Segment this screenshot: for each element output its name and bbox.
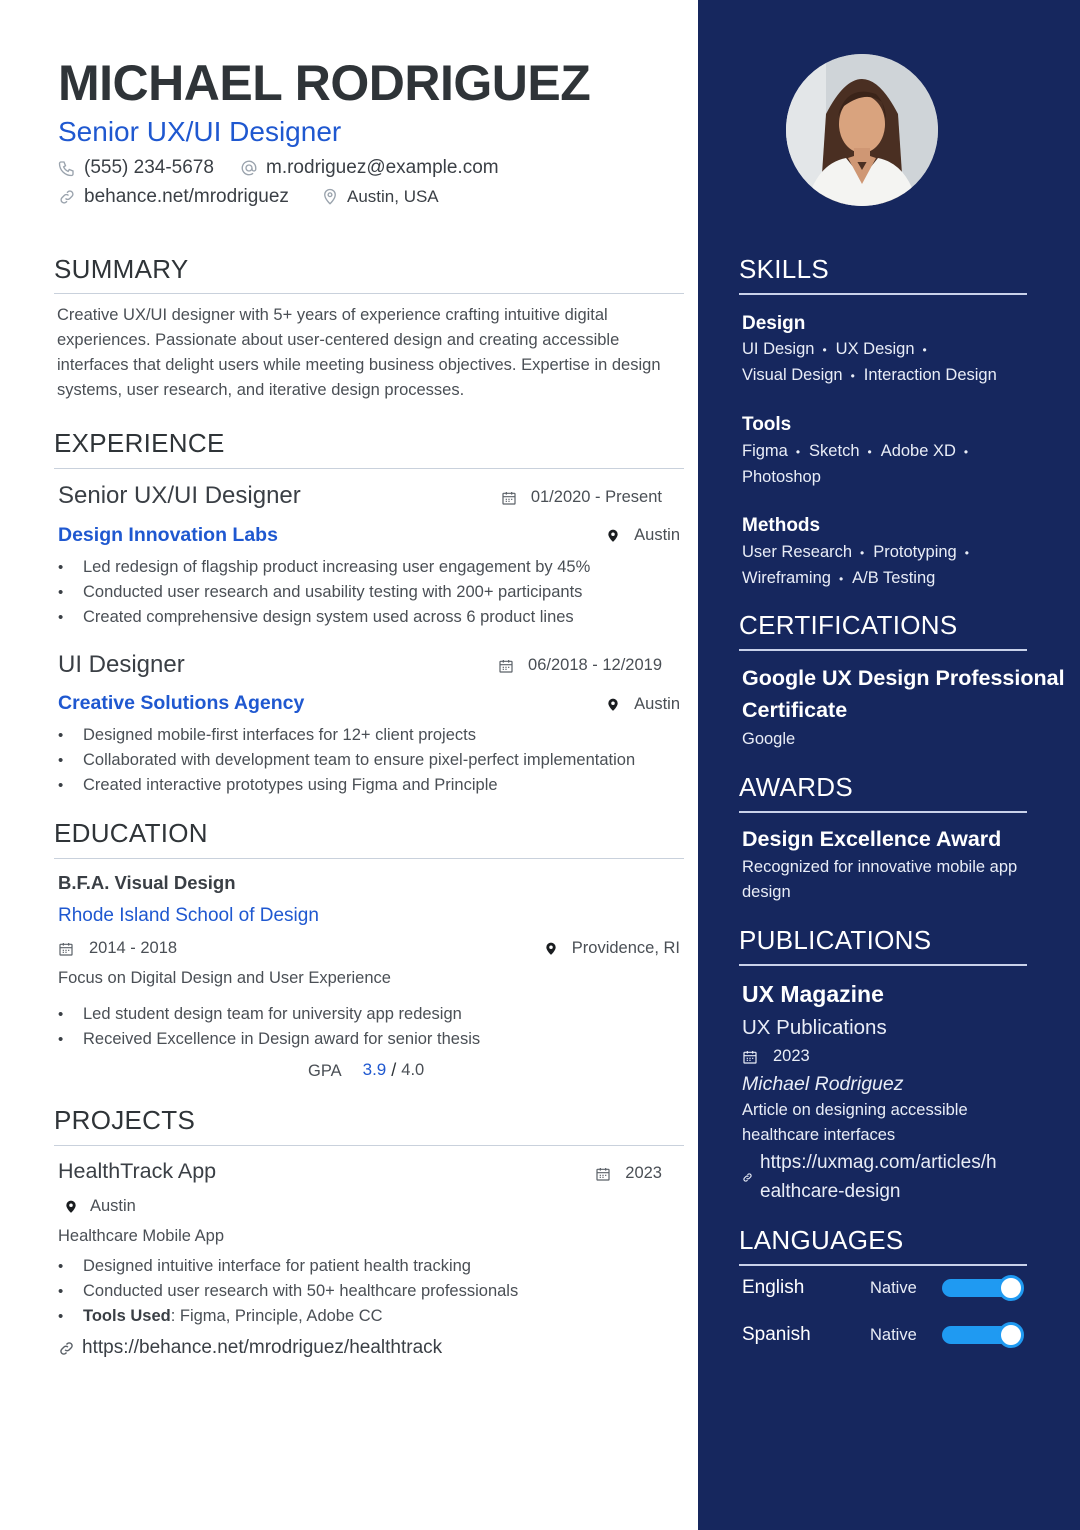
summary-divider [54,293,684,294]
phone-contact[interactable] [58,157,214,179]
project-date [595,1164,662,1183]
phone-icon [58,159,76,177]
company-name: Creative Solutions Agency [58,692,305,714]
experience-heading: EXPERIENCE [54,428,225,458]
list-item: • Received Excellence in Design award for senior thesis [58,1027,688,1052]
email-contact[interactable] [240,157,499,179]
publication-description-line2: healthcare interfaces [742,1126,896,1144]
experience-divider [54,468,684,469]
project-location-text: Austin [90,1197,136,1215]
skill-item: Figma [742,442,788,460]
publication-description [742,1098,968,1148]
phone-text: (555) 234-5678 [84,157,214,178]
location-pin-icon [606,528,620,544]
skill-group-design: Design [742,313,806,334]
gpa-separator: / [391,1060,397,1080]
skills-heading: SKILLS [739,254,829,284]
language-level: Native [870,1325,917,1344]
publications-divider [739,964,1027,966]
proficiency-knob [998,1275,1024,1301]
job-dates [501,488,662,507]
publication-author: Michael Rodriguez [742,1073,904,1095]
candidate-role: Senior UX/UI Designer [58,116,342,147]
projects-heading: PROJECTS [54,1105,196,1135]
publication-url[interactable] [760,1148,997,1206]
proficiency-knob [998,1322,1024,1348]
gpa-label: GPA [308,1062,342,1080]
language-row-spanish [742,1324,1027,1346]
skill-list: Figma • Sketch • Adobe XD • Photoshop [742,442,969,486]
calendar-icon [58,941,74,957]
skill-item: UI Design [742,340,815,358]
education-divider [54,858,684,859]
list-item [58,1304,688,1329]
project-subtitle: Healthcare Mobile App [58,1227,225,1245]
location-text: Austin, USA [347,187,439,206]
publication-link[interactable] [742,1148,997,1206]
publication-url-line1: https://uxmag.com/articles/h [760,1152,997,1173]
gpa [308,1060,424,1081]
languages-heading: LANGUAGES [739,1225,904,1255]
award-description-line2: design [742,883,791,901]
education-location [544,939,680,958]
project-link-text[interactable]: https://behance.net/mrodriguez/healthtrack [82,1337,443,1358]
award-description-line1: Recognized for innovative mobile app [742,858,1018,876]
language-proficiency-bar [942,1279,1022,1297]
skill-item: User Research [742,543,853,561]
tools-label: Tools Used [83,1307,171,1325]
language-proficiency-bar [942,1326,1022,1344]
list-item: • Created comprehensive design system used across 6 product lines [58,605,688,630]
languages-divider [739,1264,1027,1266]
project-name: HealthTrack App [58,1159,217,1183]
skill-item: Photoshop [742,468,821,486]
publication-url-line2: ealthcare-design [760,1181,901,1202]
certification-name-line2: Certificate [742,698,848,722]
skill-item: Visual Design [742,366,843,384]
skill-list: User Research • Prototyping • Wireframing • A/B Testing [742,543,969,587]
awards-heading: AWARDS [739,772,853,802]
skill-item: Interaction Design [863,366,997,384]
education-dates-text: 2014 - 2018 [89,939,178,957]
language-name: Spanish [742,1324,811,1345]
gpa-value: 3.9 [362,1060,387,1079]
location-contact [321,187,439,207]
list-item: • Collaborated with development team to ensure pixel-perfect implementation [58,748,688,773]
job-dates-text: 01/2020 - Present [530,488,662,506]
job-bullets [58,723,688,798]
location-pin-outline-icon [321,188,339,206]
publication-description-line1: Article on designing accessible [742,1101,968,1119]
calendar-icon [742,1049,758,1065]
language-name: English [742,1277,805,1298]
skill-item: Adobe XD [880,442,956,460]
candidate-name: MICHAEL RODRIGUEZ [58,55,591,111]
skill-item: UX Design [835,340,915,358]
link-icon [58,1340,75,1357]
language-level: Native [870,1278,917,1297]
project-bullets [58,1254,688,1329]
website-text: behance.net/mrodriguez [84,186,289,207]
calendar-icon [498,658,514,674]
publication-date-text: 2023 [773,1047,810,1065]
publication-publisher: UX Publications [742,1016,887,1039]
skill-group-tools: Tools [742,414,792,435]
publications-heading: PUBLICATIONS [739,925,932,955]
job-title: Senior UX/UI Designer [58,482,301,509]
profile-photo-illustration [786,54,938,206]
summary-text: Creative UX/UI designer with 5+ years of experience crafting intuitive digital experiences. Passionate about user-centered design and creating accessible interfaces that delight users while meeting business objectives. Expertise in design systems, user research, and iterative design processes. [57,306,661,399]
education-heading: EDUCATION [54,818,208,848]
list-item: • Conducted user research and usability testing with 200+ participants [58,580,688,605]
certification-name-line1: Google UX Design Professional [742,666,1065,690]
location-pin-icon [544,941,558,957]
profile-photo [786,54,938,206]
certification-name [742,662,1065,726]
job-location-text: Austin [634,695,680,713]
publication-name: UX Magazine [742,981,884,1007]
job-dates [498,656,662,675]
project-date-text: 2023 [625,1164,662,1182]
skill-item: Sketch [809,442,860,460]
school-name: Rhode Island School of Design [58,905,319,926]
sidebar [698,0,1080,1530]
job-dates-text: 06/2018 - 12/2019 [528,656,662,674]
job-location [606,695,680,714]
location-pin-icon [606,697,620,713]
certifications-divider [739,649,1027,651]
language-row-english [742,1277,1027,1299]
at-icon [240,159,258,177]
link-icon [58,188,76,206]
skill-group-methods: Methods [742,515,821,536]
gpa-max: 4.0 [401,1061,425,1079]
tools-value: : Figma, Principle, Adobe CC [170,1307,383,1325]
skill-item: Wireframing [742,569,831,587]
publication-date [742,1044,810,1069]
education-location-text: Providence, RI [571,939,680,957]
link-icon [742,1172,753,1183]
education-focus: Focus on Digital Design and User Experience [58,969,391,987]
email-text: m.rodriguez@example.com [266,157,499,178]
location-pin-icon [64,1199,78,1215]
list-item: • Designed intuitive interface for patient health tracking [58,1254,688,1279]
job-location-text: Austin [634,526,680,544]
project-link[interactable] [58,1337,442,1359]
skill-item: A/B Testing [852,569,936,587]
job-bullets [58,555,688,630]
calendar-icon [595,1166,611,1182]
list-item: • Created interactive prototypes using Figma and Principle [58,773,688,798]
list-item: • Led student design team for university app redesign [58,1002,688,1027]
award-description [742,855,1017,905]
education-bullets [58,1002,688,1052]
projects-divider [54,1145,684,1146]
skill-item: Prototyping [873,543,957,561]
list-item: • Led redesign of flagship product increasing user engagement by 45% [58,555,688,580]
job-title: UI Designer [58,651,185,678]
summary-heading: SUMMARY [54,254,189,284]
calendar-icon [501,490,517,506]
skills-divider [739,293,1027,295]
skill-list: UI Design • UX Design • Visual Design • Interaction Design [742,340,997,384]
website-contact[interactable] [58,186,289,208]
job-location [606,526,680,545]
degree-title: B.F.A. Visual Design [58,872,236,893]
certifications-heading: CERTIFICATIONS [739,610,958,640]
project-location [64,1197,136,1216]
certification-issuer: Google [742,730,796,748]
awards-divider [739,811,1027,813]
education-dates [58,939,177,958]
list-item: • Conducted user research with 50+ healthcare professionals [58,1279,688,1304]
award-name: Design Excellence Award [742,827,1002,851]
list-item: • Designed mobile-first interfaces for 12+ client projects [58,723,688,748]
company-name: Design Innovation Labs [58,524,278,546]
